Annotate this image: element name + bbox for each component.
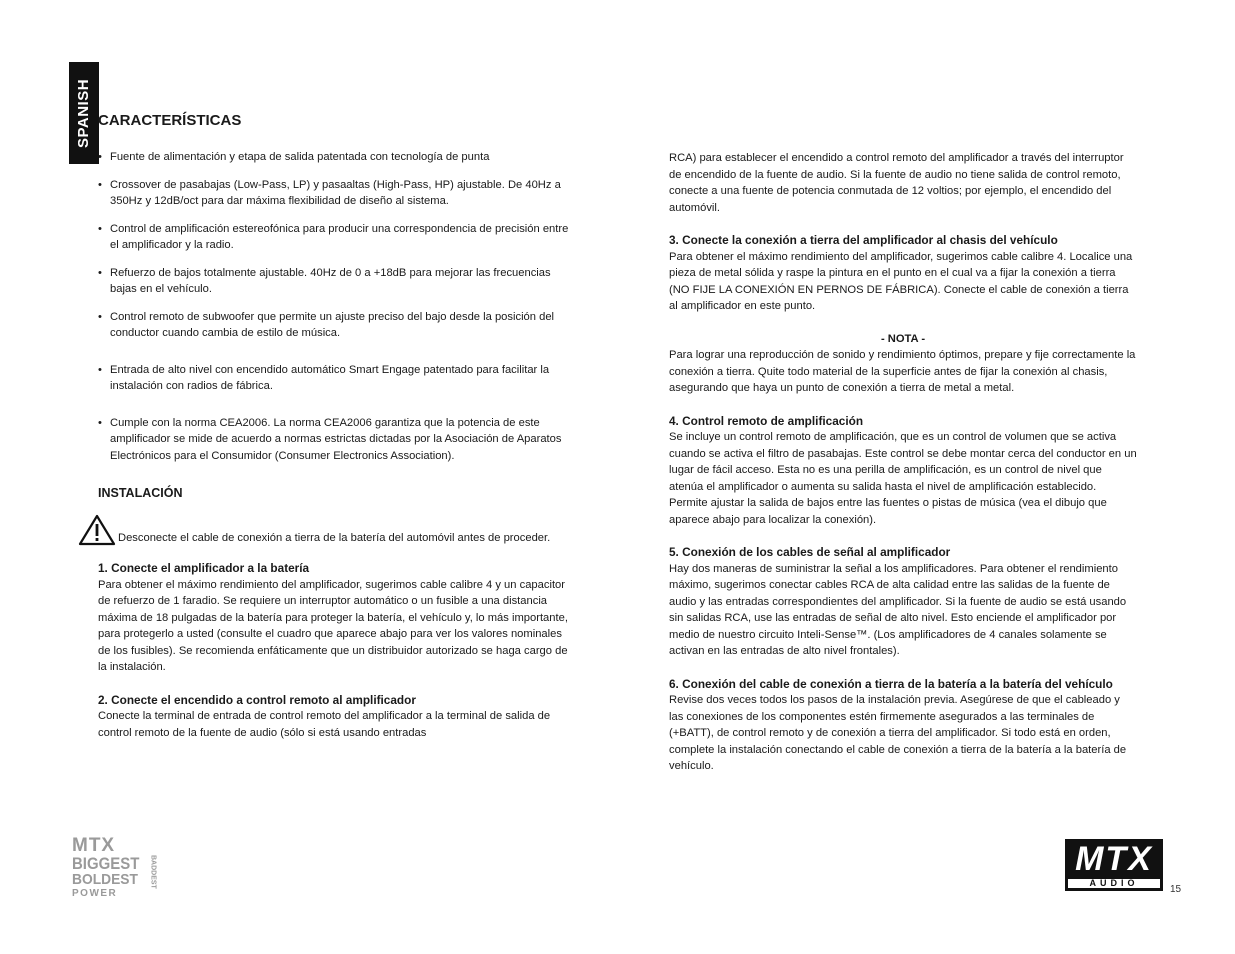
note-text: Para lograr una reproducción de sonido y rendimiento óptimos, prepare y fije correctamente la conexión a tierra. Quite todo material de la superficie antes de fijar la conexión al chasis, asegurando que haya un punto de conexión a tierra de metal a metal. [669, 349, 1136, 394]
step3-text: Para obtener el máximo rendimiento del amplificador, sugerimos cable calibre 4. Localice una pieza de metal sólida y raspe la pintura en el punto en el cual va a fijar la conexión a tierra (NO FIJE LA CONEXIÓN EN PERNOS DE FÁBRICA). Conecte el cable de conexión a tierra al amplificador en este punto. [669, 250, 1133, 312]
logo-stack [72, 855, 149, 889]
step5-text: Hay dos maneras de suministrar la señal a los amplificadores. Para obtener el rendimiento máximo, sugerimos conectar cables RCA de alta calidad entre las salidas de la fuente de audio y las entradas correspondientes del amplificador. Si la fuente de audio se está usando sin salidas RCA, use las entradas de señal de alto nivel. Esto enciende el amplificador por medio de nuestro circuito Inteli-Sense™. (Los amplificadores de 4 canales solamente se activan en las entradas de alto nivel frontales). [669, 562, 1127, 657]
logo-biggest-text: BIGGEST [72, 854, 140, 873]
step4-text: Se incluye un control remoto de amplificación, que es un control de volumen que se activa cuando se activa el filtro de pasabajas. Este control se debe montar cerca del conductor en un lugar de fácil acceso. Esta no es una perilla de amplificación, es un control de nivel que atenúa el amplificador o aumenta su salida hasta el nivel de amplificación establecido. Permite ajustar la salida de bajos entre las fuentes o pistas de música (vea el dibujo que aparece abajo para localizar la conexión). [669, 431, 1137, 526]
logo-power-text: POWER [72, 887, 118, 899]
step5-title: 5. Conexión de los cables de señal al amplificador [669, 545, 951, 559]
logo-mtx-text: MTX [1075, 840, 1153, 878]
step1-title: 1. Conecte el amplificador a la batería [98, 561, 310, 575]
language-tab [69, 62, 99, 164]
right-column [669, 150, 1137, 791]
logo-audio-text: AUDIO [1068, 879, 1160, 888]
note-title: - NOTA - [880, 332, 926, 345]
feature-item: • Crossover de pasabajas (Low-Pass, LP) y pasaaltas (High-Pass, HP) ajustable. De 40Hz a 350Hz y 12dB/oct para dar máxima flexibilidad de diseño al sistema. [98, 177, 573, 210]
step3-title: 3. Conecte la conexión a tierra del amplificador al chasis del vehículo [669, 233, 1058, 247]
step2-title: 2. Conecte el encendido a control remoto al amplificador [98, 692, 416, 707]
step1-text: Para obtener el máximo rendimiento del amplificador, sugerimos cable calibre 4 y un capacitor de refuerzo de 1 faradio. Se requiere un interruptor automático o un fusible a una distancia máxima de 18 pulgadas de la batería para proteger la batería, el vehículo y, lo más importante, para protegerlo a usted (consulte el cuadro que aparece abajo para ver los valores nominales de los fusibles). Se recomienda enfáticamente que un distribuidor autorizado se haga cargo de la instalación. [98, 578, 568, 673]
step2-text: Conecte la terminal de entrada de control remoto del amplificador a la terminal de salida de control remoto de la fuente de audio (sólo si está usando entradas [98, 710, 551, 739]
logo-baddest-text: BADDEST [149, 855, 157, 889]
logo-mtx-text: MTX [72, 835, 116, 856]
language-tab-label: SPANISH [75, 78, 93, 148]
feature-item: • Control remoto de subwoofer que permite un ajuste preciso del bajo desde la posición del conductor cuando cambia de estilo de música. [98, 309, 573, 342]
warning-text: Desconecte el cable de conexión a tierra de la batería del automóvil antes de proceder. [118, 531, 551, 544]
warning-triangle-icon [78, 514, 116, 546]
step6-text: Revise dos veces todos los pasos de la instalación previa. Asegúrese de que el cableado y las conexiones de los componentes estén firmemente asegurados a las terminales de (+BATT), de control remoto y de conexión a tierra del amplificador. Si todo está en orden, complete la instalación conectando el cable de conexión a tierra de la batería a la batería de vehículo. [669, 694, 1127, 772]
logo-boldest-text: BOLDEST [72, 871, 138, 888]
left-column [98, 111, 573, 757]
feature-item: • Fuente de alimentación y etapa de salida patentada con tecnología de punta [98, 149, 573, 166]
step2-continued-text: RCA) para establecer el encendido a control remoto del amplificador a través del interruptor de encendido de la fuente de audio. Si la fuente de audio no tiene salida de control remoto, conecte a una fuente de potencia conmutada de 12 voltios; por ejemplo, el encendido del automóvil. [669, 152, 1124, 214]
page-number: 15 [1170, 884, 1182, 895]
installation-title: INSTALACIÓN [98, 486, 183, 500]
feature-item: • Entrada de alto nivel con encendido automático Smart Engage patentado para facilitar la instalación con radios de fábrica. [98, 362, 573, 395]
step4-title: 4. Control remoto de amplificación [669, 413, 864, 428]
mtx-audio-logo [1065, 839, 1163, 891]
warning-note [78, 514, 573, 546]
mtx-biggest-boldest-logo [72, 835, 157, 899]
feature-item: • Cumple con la norma CEA2006. La norma CEA2006 garantiza que la potencia de este amplificador se mide de acuerdo a normas estrictas dictadas por la Asociación de Aparatos Electrónicos para el Consumidor (Consumer Electronics Association). [98, 415, 573, 465]
feature-item: • Control de amplificación estereofónica para producir una correspondencia de precisión entre el amplificador y la radio. [98, 221, 573, 254]
logo-row [72, 854, 157, 889]
step6-title: 6. Conexión del cable de conexión a tierra de la batería a la batería del vehículo [669, 676, 1113, 691]
features-title: CARACTERÍSTICAS [98, 112, 242, 129]
feature-item: • Refuerzo de bajos totalmente ajustable. 40Hz de 0 a +18dB para mejorar las frecuencias bajas en el vehículo. [98, 265, 573, 298]
features-list [98, 149, 573, 464]
